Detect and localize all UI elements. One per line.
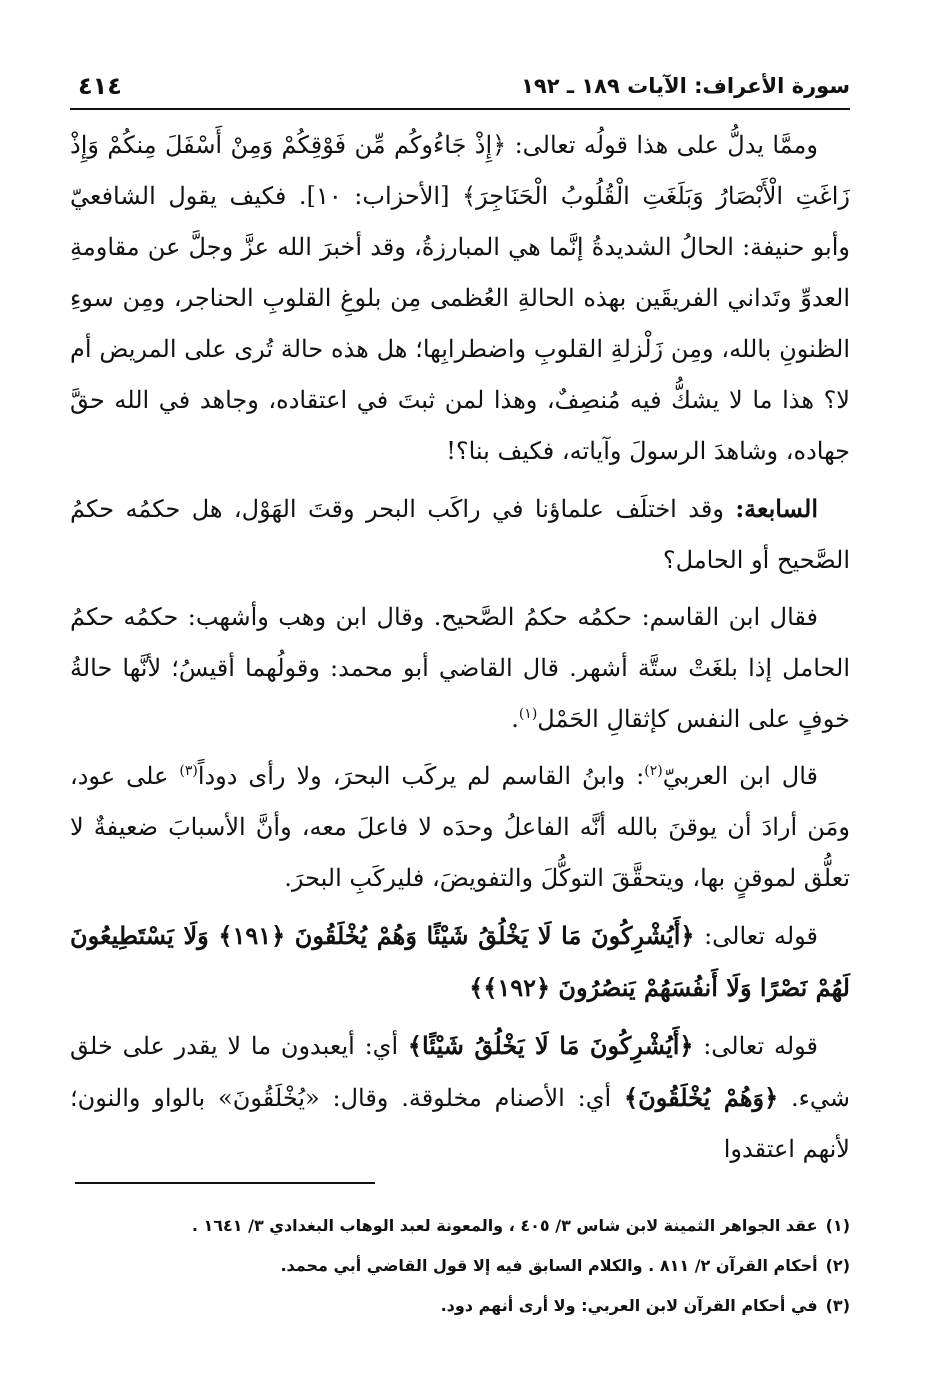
- footnote-divider: [75, 1182, 375, 1184]
- paragraph-text: قال ابن العربيّ: [662, 762, 818, 790]
- footnote-2: [70, 1246, 850, 1286]
- footnote-number: (٢): [825, 1256, 850, 1275]
- footnote-ref-1: (١): [518, 706, 538, 722]
- page-number: ٤١٤: [78, 72, 122, 100]
- quran-verse: ﴿أَيُشْرِكُونَ مَا لَا يَخْلُقُ شَيْئًا وَهُمْ يُخْلَقُونَ ﴿١٩١﴾ وَلَا يَسْتَطِيعُونَ لَهُمْ نَصْرًا وَلَا أَنفُسَهُمْ يَنصُرُونَ ﴿١٩٢﴾﴾: [70, 921, 850, 1002]
- paragraph-6: [70, 1020, 850, 1175]
- running-title: سورة الأعراف: الآيات ١٨٩ ـ ١٩٢: [521, 74, 850, 98]
- quran-quote: ﴿وَهُمْ يُخْلَقُونَ﴾: [624, 1083, 779, 1112]
- quran-quote: ﴿أَيُشْرِكُونَ مَا لَا يَخْلُقُ شَيْئًا﴾: [407, 1031, 694, 1060]
- running-header: [70, 70, 850, 110]
- paragraph-2: [70, 483, 850, 586]
- paragraph-text: قوله تعالى:: [693, 1032, 819, 1060]
- paragraph-text: وقد اختلَف علماؤنا في راكَب البحر وقتَ الهَوْل، هل حكمُه حكمُ الصَّحيح أو الحامل؟: [70, 495, 850, 574]
- main-text: [70, 120, 850, 1175]
- verse-intro: قوله تعالى:: [704, 922, 818, 950]
- footnote-1: [70, 1206, 850, 1246]
- paragraph-text: وممَّا يدلُّ على هذا قولُه تعالى: ﴿إِذْ جَاءُوكُم مِّن فَوْقِكُمْ وَمِنْ أَسْفَلَ مِنكُمْ وَإِذْ زَاغَتِ الْأَبْصَارُ وَبَلَغَتِ الْقُلُوبُ الْحَنَاجِرَ﴾ [الأحزاب: ١٠]. فكيف يقول الشافعيّ وأبو حنيفة: الحالُ الشديدةُ إنَّما هي المبارزةُ، وقد أخبرَ الله عزَّ وجلَّ عن مقاومةِ العدوِّ وتَداني الفريقَين بهذه الحالةِ العُظمى مِن بلوغِ القلوبِ الحناجر، ومِن سوءِ الظنونِ بالله، ومِن زَلْزلةِ القلوبِ واضطرابِها؛ هل هذه حالة تُرى على المريض أم لا؟ هذا ما لا يشكُّ فيه مُنصِفٌ، وهذا لمن ثبتَ في اعتقاده، وجاهد في الله حقَّ جهاده، وشاهدَ الرسولَ وآياته، فكيف بنا؟!: [70, 131, 850, 465]
- footnote-text: عقد الجواهر الثمينة لابن شاس ٣/ ٤٠٥ ، والمعونة لعبد الوهاب البغدادي ٣/ ١٦٤١ .: [191, 1216, 818, 1235]
- paragraph-5-verse: [70, 910, 850, 1014]
- paragraph-text: أي: الأصنام مخلوقة. وقال: «يُخْلَقُونَ» بالواو والنون؛ لأنهم اعتقدوا: [70, 1084, 850, 1163]
- footnote-ref-2: (٢): [644, 763, 663, 779]
- footnote-text: في أحكام القرآن لابن العربي: ولا أرى أنهم دود.: [440, 1296, 818, 1315]
- paragraph-4: [70, 751, 850, 904]
- paragraph-text: على عود، ومَن أرادَ أن يوقنَ بالله أنَّه الفاعلُ وحدَه لا فاعلَ معه، وأنَّ الأسبابَ ضعيفةٌ لا تعلُّق لموقنٍ بها، ويتحقَّقَ التوكُّلَ والتفويضَ، فليركَبِ البحرَ.: [70, 762, 850, 892]
- footnotes-list: [70, 1206, 850, 1326]
- footnote-text: أحكام القرآن ٢/ ٨١١ . والكلام السابق فيه إلا قول القاضي أبي محمد.: [280, 1256, 818, 1275]
- footnote-ref-3: (٣): [179, 763, 198, 779]
- footnotes: [70, 1182, 850, 1326]
- footnote-number: (١): [825, 1216, 850, 1235]
- paragraph-3: [70, 592, 850, 745]
- book-page: [70, 70, 850, 1360]
- paragraph-text: : وابنُ القاسم لم يركَب البحرَ، ولا رأى دوداً: [197, 762, 645, 790]
- paragraph-text: أي: أيعبدون ما لا يقدر على خلق شيء.: [70, 1032, 851, 1112]
- footnote-number: (٣): [825, 1296, 850, 1315]
- footnote-3: [70, 1286, 850, 1326]
- section-heading-seventh: السابعة:: [735, 494, 818, 523]
- paragraph-end: .: [511, 705, 519, 733]
- paragraph-1: [70, 120, 850, 477]
- paragraph-text: فقال ابن القاسم: حكمُه حكمُ الصَّحيح. وقال ابن وهب وأشهب: حكمُه حكمُ الحامل إذا بلغَتْ ستَّة أشهر. قال القاضي أبو محمد: وقولُهما أقيسُ؛ لأنَّها حالةُ خوفٍ على النفس كإثقالِ الحَمْل: [70, 603, 850, 733]
